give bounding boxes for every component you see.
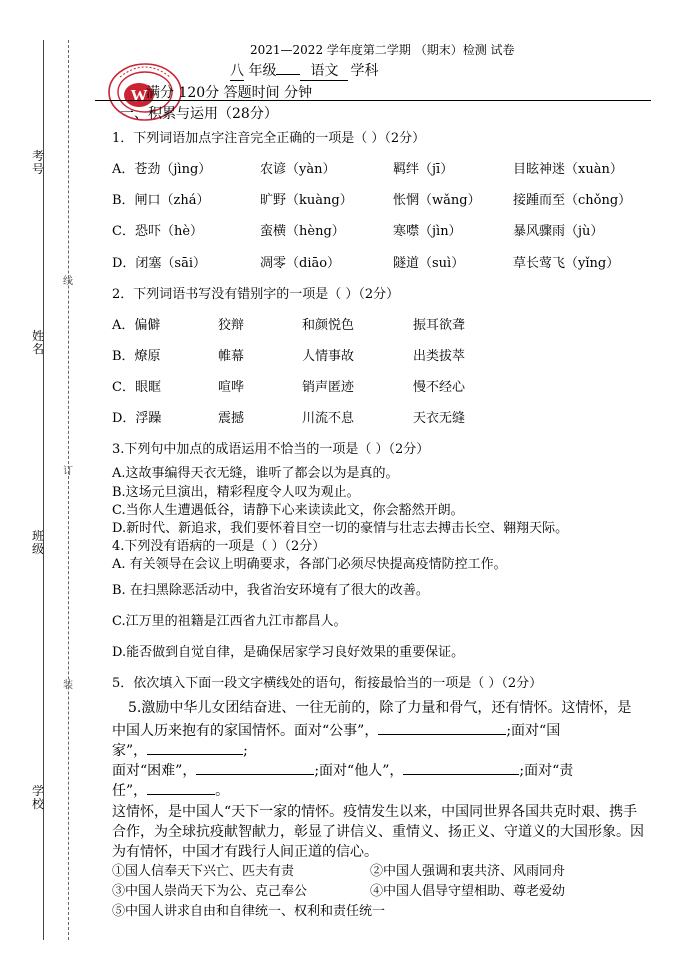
q1-d-4: 草长莺飞（yǐng）	[513, 256, 620, 271]
q5-paragraph-line-5	[112, 780, 229, 801]
binding-label-class: 班级	[31, 529, 44, 556]
q3-option-c: C.当你人生遭遇低谷，请静下心来读读此文，你会豁然开朗。	[112, 503, 464, 518]
q2-a-3: 和颜悦色	[302, 318, 355, 333]
q5-line4-text-a: 面对“困难”，	[112, 763, 197, 779]
grade-value: 八	[230, 60, 244, 81]
q2-c-2: 喧哗	[218, 380, 245, 395]
q5-line3-text-a: 家”，	[112, 743, 148, 759]
q5-paragraph-line-4	[112, 760, 573, 781]
grade-subject-line	[230, 60, 378, 81]
q2-c-4: 慢不经心	[413, 380, 466, 395]
q2-a-2: 狡辩	[218, 318, 245, 333]
q2-b-2: 帷幕	[218, 349, 245, 364]
q5-stem: 5．依次填入下面一段文字横线处的语句，衔接最恰当的一项是（ ）（2分）	[112, 676, 543, 691]
q1-a-1: A．苍劲（jìng）	[112, 162, 212, 177]
q5-line5-text-b: 。	[215, 783, 230, 799]
subject-value: 语文	[300, 60, 348, 81]
q5-line2-text-a: 中国人历来抱有的家国情怀。面对“公事”，	[112, 723, 379, 739]
q2-d-2: 震撼	[218, 411, 245, 426]
binding-label-school: 学校	[31, 784, 44, 811]
q1-b-2: 旷野（kuàng）	[260, 193, 353, 208]
q5-choice-2: ②中国人强调和衷共济、风雨同舟	[370, 864, 566, 879]
q1-stem: 1．下列词语加点字注音完全正确的一项是（ ）（2分）	[112, 131, 426, 146]
binding-mark-line: 线	[63, 276, 73, 287]
q2-c-3: 销声匿迹	[302, 380, 355, 395]
q5-choice-3: ③中国人崇尚天下为公、克己奉公	[112, 884, 308, 899]
q1-d-2: 凋零（diāo）	[260, 256, 341, 271]
grade-blank	[276, 74, 300, 75]
q5-paragraph-line-6: 这情怀，是中国人“天下一家的情怀。疫情发生以来，中国同世界各国共克时艰、携手	[112, 804, 638, 820]
q5-paragraph-line-3	[112, 740, 248, 761]
q5-line4-text-b: ;面对“他人”，	[314, 763, 404, 779]
q2-d-4: 天衣无缝	[413, 411, 466, 426]
q1-b-1: B．闸口（zhá）	[112, 193, 210, 208]
binding-dashed-line	[68, 40, 69, 940]
q5-paragraph-line-7: 合作，为全球抗疫献智献力，彰显了讲信义、重情义、扬正义、守道义的大国形象。因	[112, 824, 644, 840]
q2-b-1: B．燎原	[112, 349, 161, 364]
q5-line5-text-a: 任”，	[112, 783, 148, 799]
score-line: 满分 120分 答题时间 分钟	[146, 85, 313, 101]
q4-stem: 4.下列没有语病的一项是（ ）（2分）	[112, 539, 326, 554]
binding-label-name: 姓名	[31, 329, 44, 356]
q5-blank-2[interactable]	[147, 740, 243, 755]
q1-c-1: C．恐吓（hè）	[112, 224, 204, 239]
header-divider	[95, 100, 651, 101]
q3-option-b: B.这场元旦演出，精彩程度令人叹为观止。	[112, 485, 360, 500]
q4-option-a: A. 有关领导在会议上明确要求，各部门必须尽快提高疫情防控工作。	[112, 557, 507, 572]
q3-option-a: A.这故事编得天衣无缝，谁听了都会以为是真的。	[112, 466, 399, 481]
q5-paragraph-line-8: 为有情怀，中国才有践行人间正道的信心。	[112, 844, 378, 860]
q5-paragraph-line-2	[112, 720, 560, 741]
q1-b-4: 接踵而至（chǒng）	[513, 193, 632, 208]
svg-text:W: W	[130, 86, 148, 105]
q1-b-3: 怅惘（wǎng）	[393, 193, 481, 208]
q5-line4-text-c: ;面对“责	[519, 763, 574, 779]
q2-b-4: 出类拔萃	[413, 349, 466, 364]
q5-blank-5[interactable]	[147, 780, 215, 795]
binding-mark-staple: 订	[63, 466, 73, 477]
q4-option-c: C.江万里的祖籍是江西省九江市都昌人。	[112, 614, 347, 629]
grade-suffix: 年级	[244, 63, 277, 79]
q5-choice-5: ⑤中国人讲求自由和自律统一、权利和责任统一	[112, 904, 386, 919]
q1-d-3: 隧道（suì）	[393, 256, 465, 271]
q1-c-3: 寒噤（jìn）	[393, 224, 462, 239]
q2-c-1: C．眼眶	[112, 380, 161, 395]
binding-mark-bind: 装	[63, 680, 73, 691]
q2-d-3: 川流不息	[302, 411, 355, 426]
q4-option-b: B. 在扫黑除恶活动中，我省治安环境有了很大的改善。	[112, 583, 429, 598]
subject-suffix: 学科	[350, 63, 379, 79]
q5-line2-text-b: ;面对“国	[506, 723, 561, 739]
q1-a-3: 羁绊（jī）	[393, 162, 454, 177]
q2-a-1: A．偏僻	[112, 318, 161, 333]
q5-choice-4: ④中国人倡导守望相助、尊老爱幼	[370, 884, 566, 899]
section-1-title: 一、积累与运用（28分）	[120, 106, 278, 122]
q2-d-1: D．浮躁	[112, 411, 162, 426]
q3-option-d: D.新时代、新追求，我们要怀着目空一切的豪情与壮志去搏击长空、翱翔天际。	[112, 521, 569, 536]
q1-a-4: 目眩神迷（xuàn）	[513, 162, 623, 177]
q5-blank-1[interactable]	[378, 720, 506, 735]
q5-blank-3[interactable]	[196, 760, 314, 775]
q5-line3-text-b: ;	[243, 743, 248, 759]
exam-title: 2021—2022 学年度第二学期 （期末）检测 试卷	[250, 43, 515, 57]
q1-a-2: 农谚（yàn）	[260, 162, 336, 177]
q1-c-4: 暴风骤雨（jù）	[513, 224, 604, 239]
q1-d-1: D．闭塞（sāi）	[112, 256, 207, 271]
q5-choice-1: ①国人信奉天下兴亡、匹夫有责	[112, 864, 295, 879]
q2-a-4: 振耳欲聋	[413, 318, 466, 333]
q5-paragraph-line-1: 5.激励中华儿女团结奋进、一往无前的，除了力量和骨气，还有情怀。这情怀，是	[128, 700, 632, 716]
q2-b-3: 人情事故	[302, 349, 355, 364]
q5-blank-4[interactable]	[403, 760, 519, 775]
binding-label-exam-number: 考号	[31, 149, 44, 176]
q1-c-2: 蛮横（hèng）	[260, 224, 345, 239]
q4-option-d: D.能否做到自觉自律，是确保居家学习良好效果的重要保证。	[112, 645, 465, 660]
q3-stem: 3.下列句中加点的成语运用不恰当的一项是（ ）（2分）	[112, 442, 430, 457]
q2-stem: 2．下列词语书写没有错别字的一项是（ ）（2分）	[112, 287, 400, 302]
